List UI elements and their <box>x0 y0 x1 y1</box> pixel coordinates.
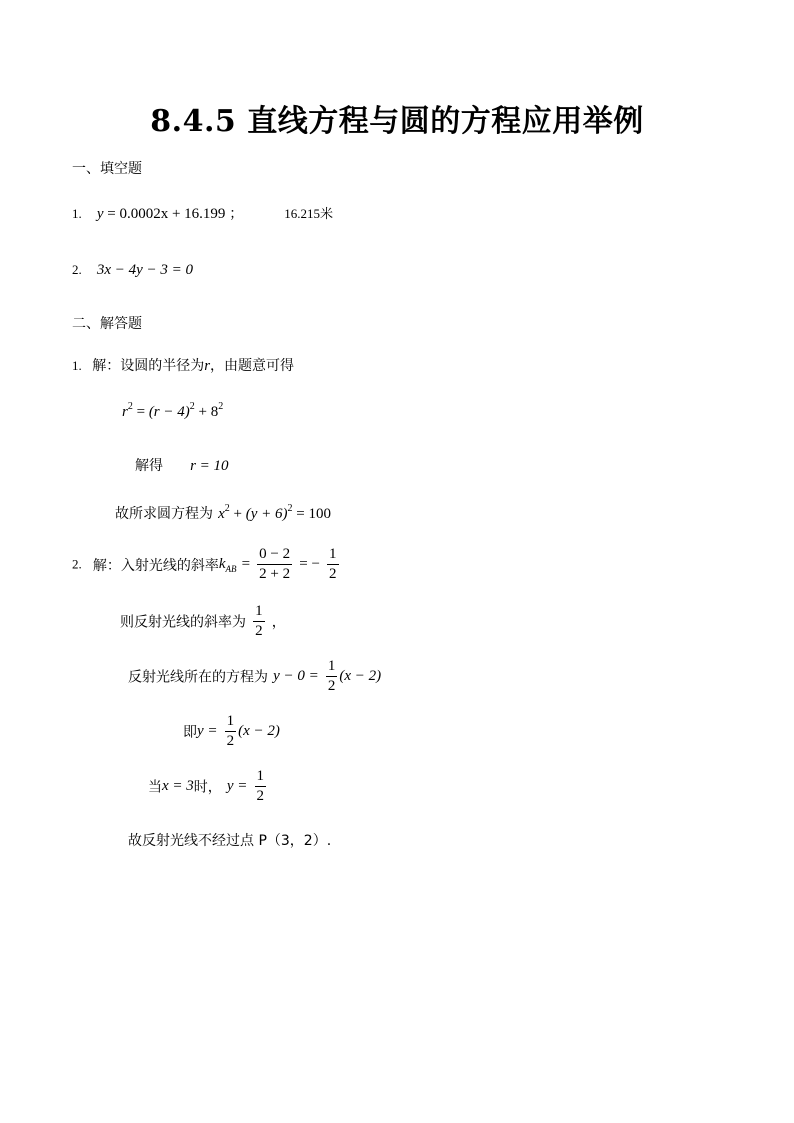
intro-text: 解：设圆的半径为 <box>92 358 205 374</box>
reflected-slope-fraction: $\frac{1}{2}$ <box>255 603 263 639</box>
simplified-equation <box>183 713 280 750</box>
question-number: 2. <box>72 556 82 572</box>
eq-lhs: y − 0 = <box>273 668 319 684</box>
question-number: 2. <box>72 262 82 277</box>
circle-conclusion: 故所求圆方程为 $x^2 + (y + 6)^2 = 100$ <box>115 503 331 522</box>
reflected-slope-line: 则反射光线的斜率为 $\frac{1}{2}$ ， <box>120 603 286 639</box>
section-heading-fill-blank: 一、填空题 <box>72 161 142 177</box>
solve-equation: r = 10 <box>190 458 229 474</box>
fill-blank-q1 <box>72 203 333 223</box>
half-fraction: $\frac{1}{2}$ <box>327 658 336 694</box>
question-number: 1. <box>72 206 82 221</box>
page-title: 8.4.5 直线方程与圆的方程应用举例 <box>150 104 644 139</box>
radius-var: r <box>204 358 211 374</box>
eq-lhs: y = <box>197 723 218 739</box>
reflected-line-equation <box>128 658 381 695</box>
circle-eq-rhs: = 100 <box>296 506 331 522</box>
conclusion-text: 故所求圆方程为 <box>115 506 213 522</box>
half-fraction: $\frac{1}{2}$ <box>256 768 264 804</box>
final-conclusion: 故反射光线不经过点 P（3，2）. <box>128 833 332 849</box>
pythagorean-equation: $r^2 = (r - 4)^2 + 8^2$ <box>122 401 224 420</box>
reflected-line-text: 反射光线所在的方程为 <box>128 669 268 686</box>
circle-eq-x: x <box>218 506 225 522</box>
height-answer: 16.215米 <box>284 206 334 221</box>
x-value: x = 3 <box>162 778 194 794</box>
substitution-line <box>148 768 268 805</box>
eq-rhs: = 0.0002x + 16.199 <box>107 206 226 222</box>
eq1-rhs: (r − 4) <box>148 404 190 420</box>
half-fraction: $\frac{1}{2}$ <box>226 713 235 749</box>
simplified-text: 即 <box>183 724 197 741</box>
question-number: 1. <box>72 358 82 373</box>
eq1-tail: + 8 <box>198 404 219 420</box>
solve-label: 解得 <box>135 458 163 474</box>
slope-subscript: AB <box>225 564 237 574</box>
separator: ； <box>229 206 244 222</box>
slope-k: $k_{AB}$ <box>218 556 237 574</box>
solution-1-intro <box>72 355 294 375</box>
slope-value-fraction: $\frac{1}{2}$ <box>329 546 337 582</box>
intro-end-text: ，由题意可得 <box>210 358 295 374</box>
eq-tail: (x − 2) <box>339 668 382 684</box>
regression-equation <box>97 206 229 222</box>
slope-fraction: $\frac{0 - 2}{2 + 2}$ <box>259 546 291 582</box>
when-text: 当 <box>148 779 162 796</box>
reflected-slope-text: 则反射光线的斜率为 <box>120 614 246 631</box>
eq-tail: (x − 2) <box>238 723 280 739</box>
circle-eq-y: (y + 6) <box>245 506 288 522</box>
eq-lhs: y <box>96 206 104 222</box>
solution-2-intro: 2. 解：入射光线的斜率$k_{AB}$ = $\frac{0 - 2}{2 + 2}$ = − $\frac{1}{2}$ <box>72 546 337 582</box>
solve-line <box>135 455 229 475</box>
fill-blank-q2 <box>72 259 193 279</box>
section-heading-solutions: 二、解答题 <box>72 316 142 332</box>
eq-lhs: y = <box>226 778 248 794</box>
intro-text: 解：入射光线的斜率 <box>92 557 219 574</box>
when-mid-text: 时， <box>193 779 222 796</box>
line-equation: 3x − 4y − 3 = 0 <box>96 262 194 278</box>
eq1-lhs: r <box>122 404 128 420</box>
